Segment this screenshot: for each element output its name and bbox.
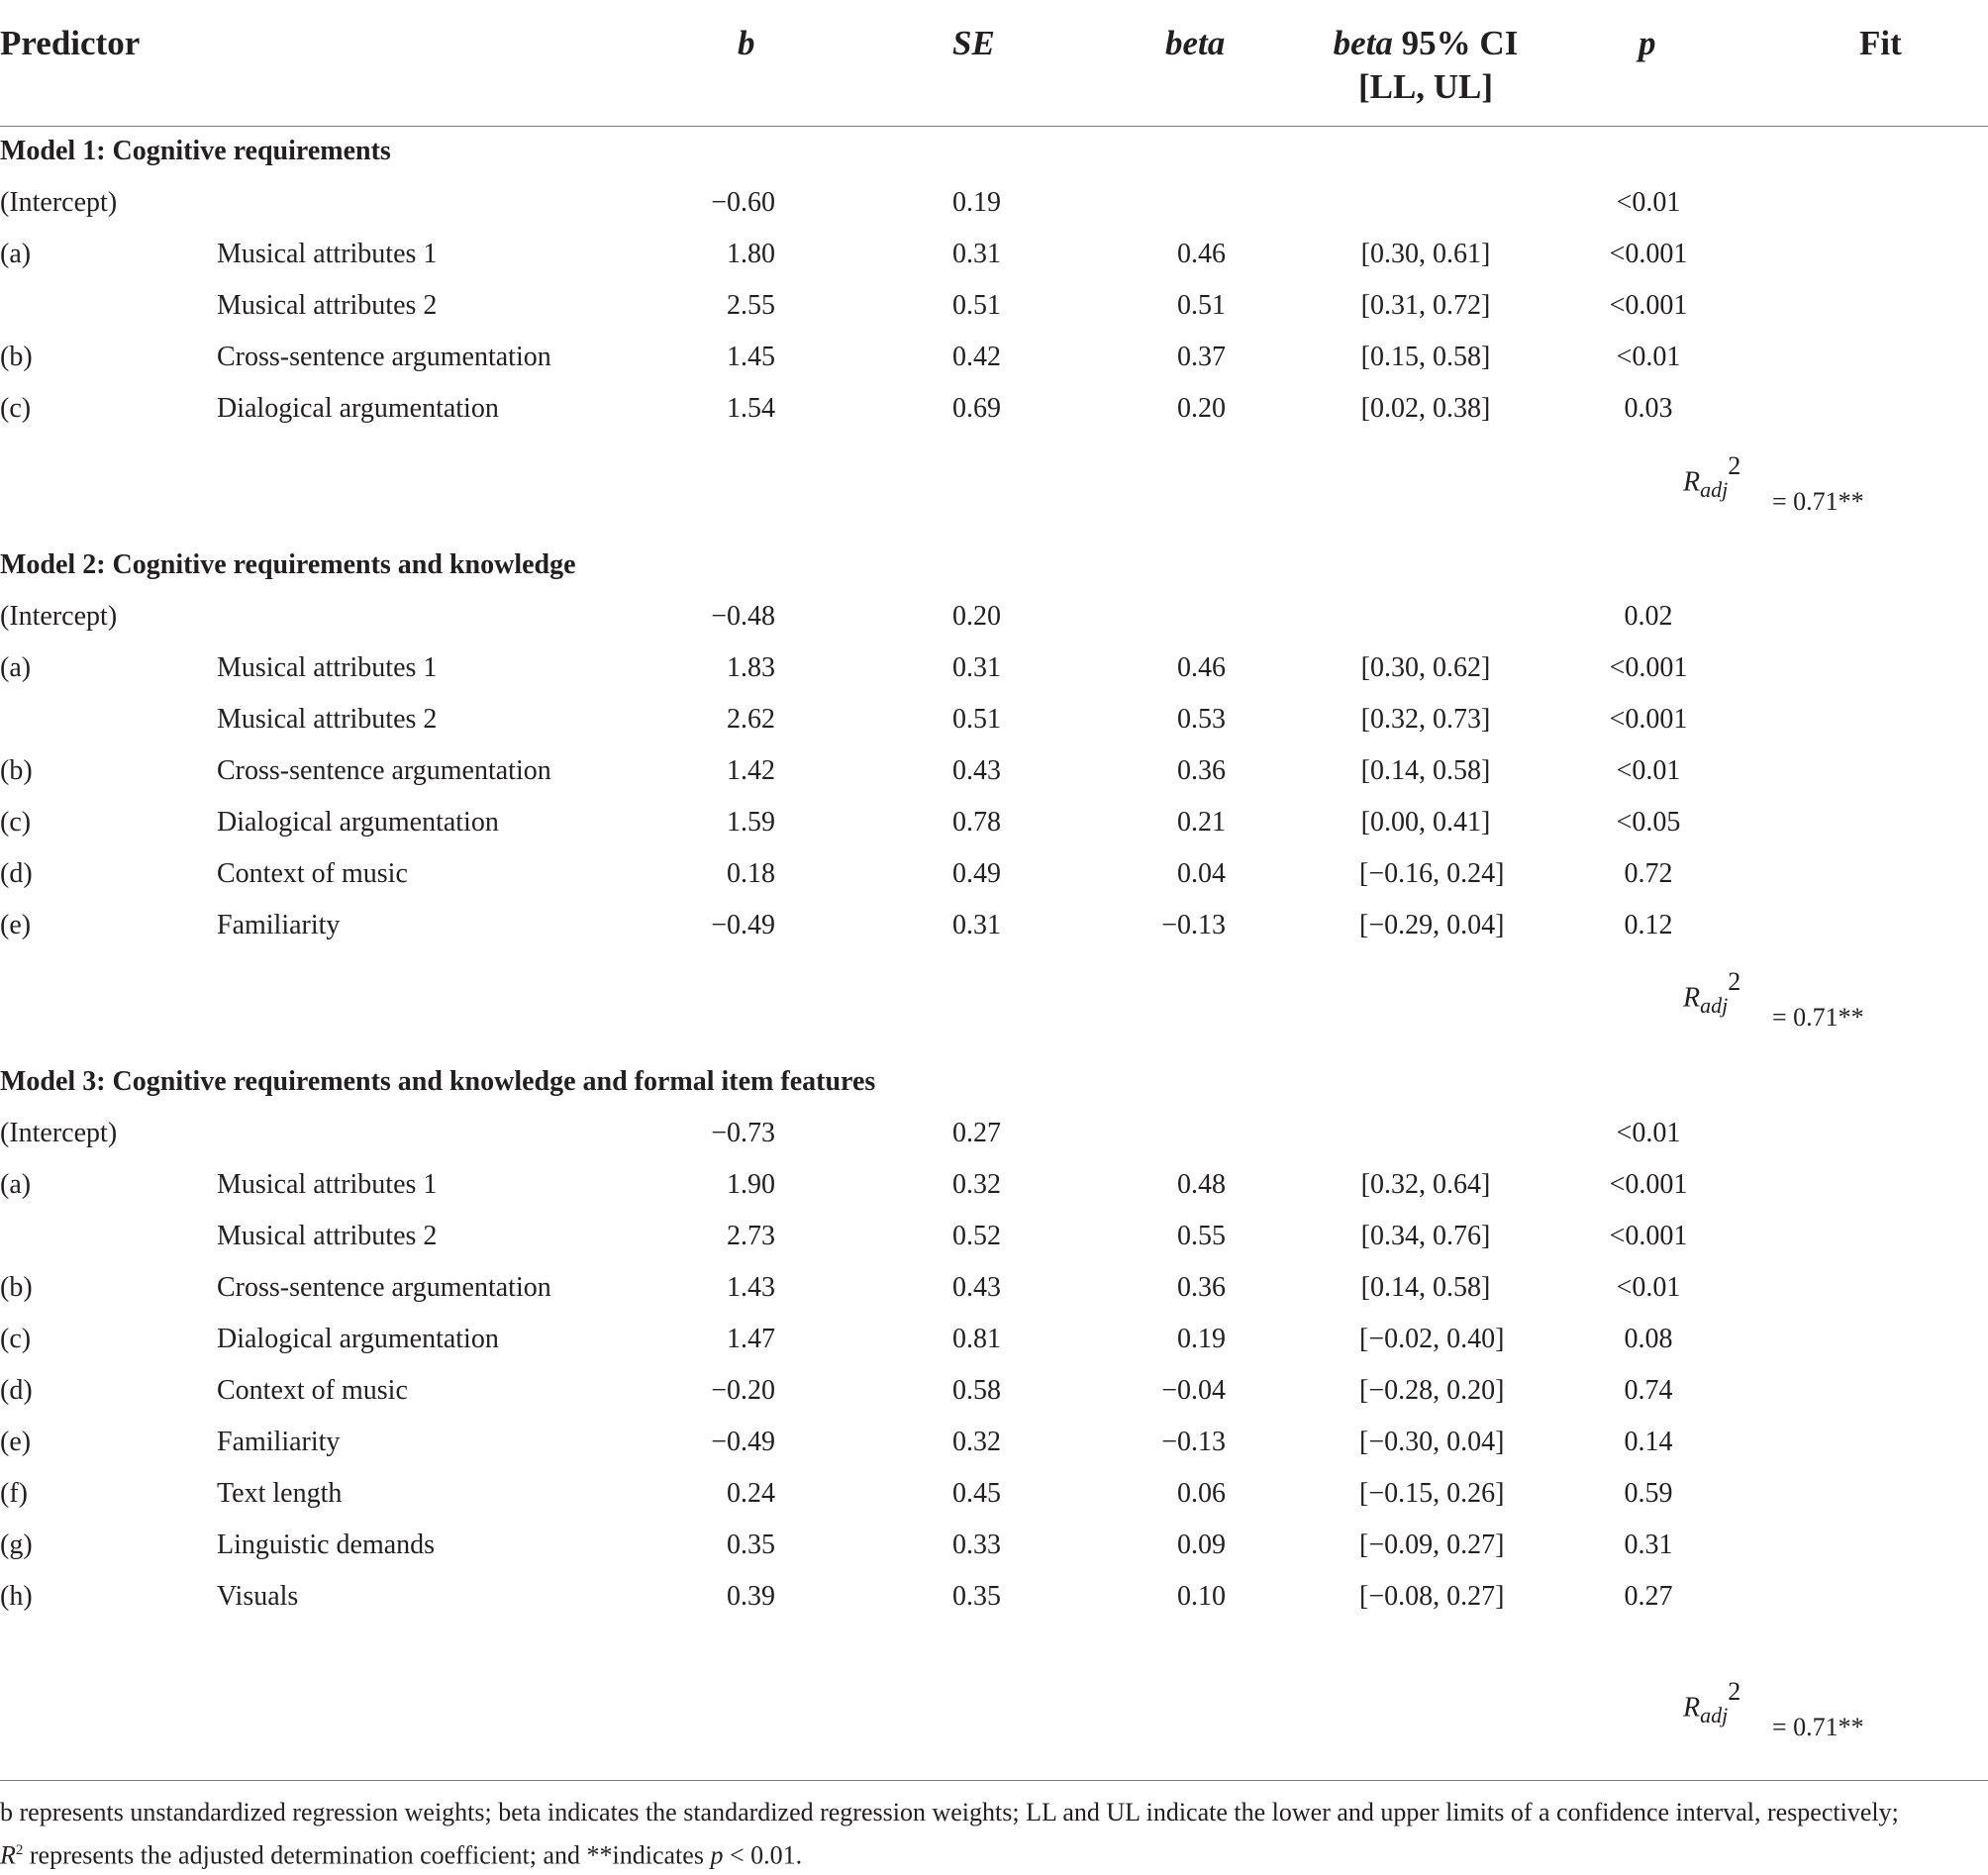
- row-se: 0.27: [952, 1118, 1001, 1148]
- row-ci: [0.15, 0.58]: [1360, 342, 1491, 372]
- fit-sub: adj: [1700, 476, 1729, 502]
- table-row: [0, 280, 1988, 332]
- table-row: [0, 797, 1988, 848]
- row-ci: [0.30, 0.62]: [1360, 652, 1491, 683]
- row-p: <0.05: [1616, 807, 1681, 838]
- row-b: 1.83: [727, 652, 775, 683]
- row-se: 0.19: [952, 187, 1001, 218]
- header-ci-beta: beta: [1333, 24, 1393, 62]
- row-b: 1.80: [727, 239, 775, 269]
- row-label: (Intercept): [0, 187, 118, 218]
- row-se: 0.58: [952, 1375, 1001, 1406]
- row-p: 0.31: [1624, 1530, 1673, 1560]
- row-predictor: Dialogical argumentation: [217, 807, 499, 838]
- row-ci: [−0.08, 0.27]: [1359, 1581, 1505, 1612]
- fit-r-adj: [1683, 967, 1741, 1019]
- row-b: 1.42: [727, 755, 775, 786]
- row-se: 0.43: [952, 1272, 1001, 1303]
- row-ci: [−0.09, 0.27]: [1359, 1530, 1505, 1560]
- row-label: (h): [0, 1581, 33, 1612]
- row-p: <0.001: [1609, 290, 1688, 321]
- fit-sup: 2: [1728, 451, 1741, 480]
- row-ci: [0.32, 0.64]: [1360, 1169, 1491, 1200]
- header-b: [738, 22, 755, 65]
- row-label: (e): [0, 1427, 32, 1457]
- footnote-text: represents the adjusted determination coefficient; and **indicates: [23, 1840, 711, 1870]
- footnote-r: R: [0, 1840, 16, 1870]
- row-beta: 0.46: [1177, 239, 1226, 269]
- row-beta: 0.36: [1177, 755, 1226, 786]
- row-predictor: Context of music: [217, 858, 408, 889]
- footnote-line2: [0, 1831, 1988, 1875]
- row-se: 0.31: [952, 910, 1001, 940]
- fit-sub: adj: [1700, 992, 1729, 1018]
- row-p: <0.001: [1609, 1221, 1688, 1251]
- row-label: (f): [0, 1478, 28, 1509]
- row-ci: [−0.02, 0.40]: [1359, 1324, 1505, 1354]
- row-label: (e): [0, 910, 32, 940]
- fit-sup: 2: [1728, 1677, 1741, 1706]
- row-beta: 0.36: [1177, 1272, 1226, 1303]
- row-p: <0.01: [1616, 1118, 1681, 1148]
- header-se: [952, 22, 995, 65]
- row-ci: [0.30, 0.61]: [1360, 239, 1491, 269]
- row-b: 1.45: [727, 342, 775, 372]
- row-p: 0.74: [1624, 1375, 1673, 1406]
- row-p: 0.14: [1624, 1427, 1673, 1457]
- row-b: −0.49: [711, 1427, 775, 1457]
- row-beta: 0.53: [1177, 704, 1226, 735]
- row-predictor: Dialogical argumentation: [217, 1324, 499, 1354]
- row-predictor: Musical attributes 2: [217, 1221, 438, 1251]
- fit-value: = 0.71**: [1772, 487, 1864, 516]
- footer-rule: [0, 1780, 1988, 1781]
- row-label: (d): [0, 858, 33, 889]
- row-beta: 0.09: [1177, 1530, 1226, 1560]
- row-predictor: Familiarity: [217, 910, 341, 940]
- row-beta: 0.04: [1177, 858, 1226, 889]
- header-ci-line1: [1327, 22, 1525, 65]
- footnote-line1: b represents unstandardized regression weights; beta indicates the standardized regression weights; LL and UL indicate the lower and upper limits of a confidence interval, respectively;: [0, 1798, 1899, 1826]
- table-row: [0, 1262, 1988, 1314]
- header-predictor: Predictor: [0, 24, 141, 62]
- row-beta: 0.55: [1177, 1221, 1226, 1251]
- model-fit: [1683, 1677, 1881, 1742]
- table-row: [0, 900, 1988, 951]
- row-se: 0.32: [952, 1427, 1001, 1457]
- table-row: [0, 229, 1988, 280]
- table-row: [0, 177, 1988, 229]
- row-ci: [0.32, 0.73]: [1360, 704, 1491, 735]
- table-row: [0, 1211, 1988, 1262]
- table-row: [0, 642, 1988, 694]
- table-footnote: [0, 1794, 1988, 1875]
- model-fit: [1683, 967, 1881, 1033]
- row-label: (b): [0, 1272, 33, 1303]
- row-ci: [0.31, 0.72]: [1360, 290, 1491, 321]
- row-b: 2.62: [727, 704, 775, 735]
- row-beta: 0.20: [1177, 393, 1226, 424]
- row-label: (b): [0, 755, 33, 786]
- fit-r-adj: [1683, 1677, 1741, 1728]
- row-beta: −0.13: [1161, 1427, 1226, 1457]
- header-ci-line2: [LL, UL]: [1357, 67, 1494, 106]
- row-p: <0.001: [1609, 239, 1688, 269]
- row-se: 0.51: [952, 704, 1001, 735]
- row-b: 1.54: [727, 393, 775, 424]
- row-p: 0.02: [1624, 601, 1673, 632]
- row-predictor: Cross-sentence argumentation: [217, 342, 551, 372]
- row-p: 0.27: [1624, 1581, 1673, 1612]
- table-row: [0, 1108, 1988, 1159]
- row-p: <0.001: [1609, 652, 1688, 683]
- header-se-text: SE: [952, 24, 995, 62]
- row-se: 0.43: [952, 755, 1001, 786]
- row-predictor: Musical attributes 1: [217, 652, 438, 683]
- row-label: (a): [0, 239, 32, 269]
- row-predictor: Text length: [217, 1478, 343, 1509]
- model-title: Model 2: Cognitive requirements and knowledge: [0, 549, 576, 580]
- fit-r: R: [1683, 1692, 1701, 1724]
- row-se: 0.81: [952, 1324, 1001, 1354]
- row-predictor: Musical attributes 1: [217, 239, 438, 269]
- row-se: 0.49: [952, 858, 1001, 889]
- row-predictor: Cross-sentence argumentation: [217, 1272, 551, 1303]
- table-row: [0, 1159, 1988, 1211]
- row-beta: 0.19: [1177, 1324, 1226, 1354]
- row-b: 0.39: [727, 1581, 775, 1612]
- table-row: [0, 383, 1988, 435]
- row-beta: −0.04: [1161, 1375, 1226, 1406]
- table-row: [0, 1417, 1988, 1468]
- row-predictor: Cross-sentence argumentation: [217, 755, 551, 786]
- row-se: 0.35: [952, 1581, 1001, 1612]
- row-b: −0.60: [711, 187, 775, 218]
- table-row: [0, 745, 1988, 797]
- row-ci: [0.02, 0.38]: [1360, 393, 1491, 424]
- model-title: Model 1: Cognitive requirements: [0, 136, 391, 166]
- row-predictor: Musical attributes 1: [217, 1169, 438, 1200]
- row-p: <0.01: [1616, 187, 1681, 218]
- row-se: 0.32: [952, 1169, 1001, 1200]
- row-b: 0.18: [727, 858, 775, 889]
- fit-r-adj: [1683, 451, 1741, 503]
- row-se: 0.52: [952, 1221, 1001, 1251]
- fit-sup: 2: [1728, 967, 1741, 996]
- row-b: 2.73: [727, 1221, 775, 1251]
- row-ci: [0.34, 0.76]: [1360, 1221, 1491, 1251]
- table-row: [0, 1314, 1988, 1365]
- row-se: 0.45: [952, 1478, 1001, 1509]
- row-b: −0.73: [711, 1118, 775, 1148]
- row-predictor: Familiarity: [217, 1427, 341, 1457]
- row-ci: [−0.29, 0.04]: [1359, 910, 1505, 940]
- header-beta: [1165, 22, 1225, 65]
- row-predictor: Context of music: [217, 1375, 408, 1406]
- row-ci: [0.00, 0.41]: [1360, 807, 1491, 838]
- table-row: [0, 848, 1988, 900]
- fit-value: = 0.71**: [1772, 1003, 1864, 1032]
- row-p: 0.12: [1624, 910, 1673, 940]
- footnote-p: p: [710, 1840, 724, 1870]
- row-se: 0.31: [952, 239, 1001, 269]
- table-row: [0, 332, 1988, 383]
- row-predictor: Linguistic demands: [217, 1530, 436, 1560]
- row-beta: 0.46: [1177, 652, 1226, 683]
- row-beta: −0.13: [1161, 910, 1226, 940]
- row-b: −0.48: [711, 601, 775, 632]
- row-ci: [−0.30, 0.04]: [1359, 1427, 1505, 1457]
- row-b: −0.49: [711, 910, 775, 940]
- row-label: (d): [0, 1375, 33, 1406]
- row-label: (c): [0, 393, 32, 424]
- row-p: <0.001: [1609, 704, 1688, 735]
- table-row: [0, 1468, 1988, 1520]
- row-se: 0.33: [952, 1530, 1001, 1560]
- table-row: [0, 1520, 1988, 1571]
- row-label: (a): [0, 652, 32, 683]
- table-row: [0, 1365, 1988, 1417]
- header-p-text: p: [1639, 24, 1656, 62]
- row-predictor: Musical attributes 2: [217, 290, 438, 321]
- row-b: 0.35: [727, 1530, 775, 1560]
- row-se: 0.42: [952, 342, 1001, 372]
- row-ci: [−0.28, 0.20]: [1359, 1375, 1505, 1406]
- row-b: 1.43: [727, 1272, 775, 1303]
- fit-r: R: [1683, 466, 1701, 498]
- header-b-text: b: [738, 24, 755, 62]
- row-label: (b): [0, 342, 33, 372]
- fit-value: = 0.71**: [1772, 1713, 1864, 1741]
- model-fit: [1683, 451, 1881, 517]
- row-ci: [0.14, 0.58]: [1360, 1272, 1491, 1303]
- row-se: 0.69: [952, 393, 1001, 424]
- row-p: <0.01: [1616, 755, 1681, 786]
- row-label: (g): [0, 1530, 33, 1560]
- footnote-end: < 0.01.: [723, 1840, 803, 1870]
- header-fit: Fit: [1859, 24, 1902, 62]
- row-label: (Intercept): [0, 1118, 118, 1148]
- row-b: 0.24: [727, 1478, 775, 1509]
- row-ci: [−0.15, 0.26]: [1359, 1478, 1505, 1509]
- table-row: [0, 591, 1988, 642]
- row-p: 0.72: [1624, 858, 1673, 889]
- row-b: 1.90: [727, 1169, 775, 1200]
- row-p: 0.08: [1624, 1324, 1673, 1354]
- table-row: [0, 694, 1988, 745]
- row-label: (a): [0, 1169, 32, 1200]
- row-ci: [0.14, 0.58]: [1360, 755, 1491, 786]
- row-label: (Intercept): [0, 601, 118, 632]
- row-beta: 0.06: [1177, 1478, 1226, 1509]
- row-ci: [−0.16, 0.24]: [1359, 858, 1505, 889]
- row-p: <0.01: [1616, 342, 1681, 372]
- row-beta: 0.21: [1177, 807, 1226, 838]
- header-beta-text: beta: [1165, 24, 1226, 62]
- row-label: (c): [0, 807, 32, 838]
- row-beta: 0.51: [1177, 290, 1226, 321]
- row-beta: 0.10: [1177, 1581, 1226, 1612]
- row-predictor: Musical attributes 2: [217, 704, 438, 735]
- row-se: 0.31: [952, 652, 1001, 683]
- row-se: 0.20: [952, 601, 1001, 632]
- row-predictor: Visuals: [217, 1581, 299, 1612]
- row-p: <0.001: [1609, 1169, 1688, 1200]
- table-row: [0, 1571, 1988, 1623]
- model-title: Model 3: Cognitive requirements and knowledge and formal item features: [0, 1066, 876, 1097]
- row-b: 1.47: [727, 1324, 775, 1354]
- row-se: 0.51: [952, 290, 1001, 321]
- header-ci-rest: 95% CI: [1392, 24, 1519, 62]
- row-p: 0.03: [1624, 393, 1673, 424]
- row-label: (c): [0, 1324, 32, 1354]
- header-p: [1639, 22, 1656, 65]
- row-p: <0.01: [1616, 1272, 1681, 1303]
- row-b: 1.59: [727, 807, 775, 838]
- header-ci: [1327, 22, 1525, 109]
- row-b: 2.55: [727, 290, 775, 321]
- row-b: −0.20: [711, 1375, 775, 1406]
- row-p: 0.59: [1624, 1478, 1673, 1509]
- row-se: 0.78: [952, 807, 1001, 838]
- row-predictor: Dialogical argumentation: [217, 393, 499, 424]
- fit-sub: adj: [1700, 1702, 1729, 1727]
- footnote-sup: 2: [15, 1842, 24, 1858]
- row-beta: 0.48: [1177, 1169, 1226, 1200]
- fit-r: R: [1683, 982, 1701, 1014]
- row-beta: 0.37: [1177, 342, 1226, 372]
